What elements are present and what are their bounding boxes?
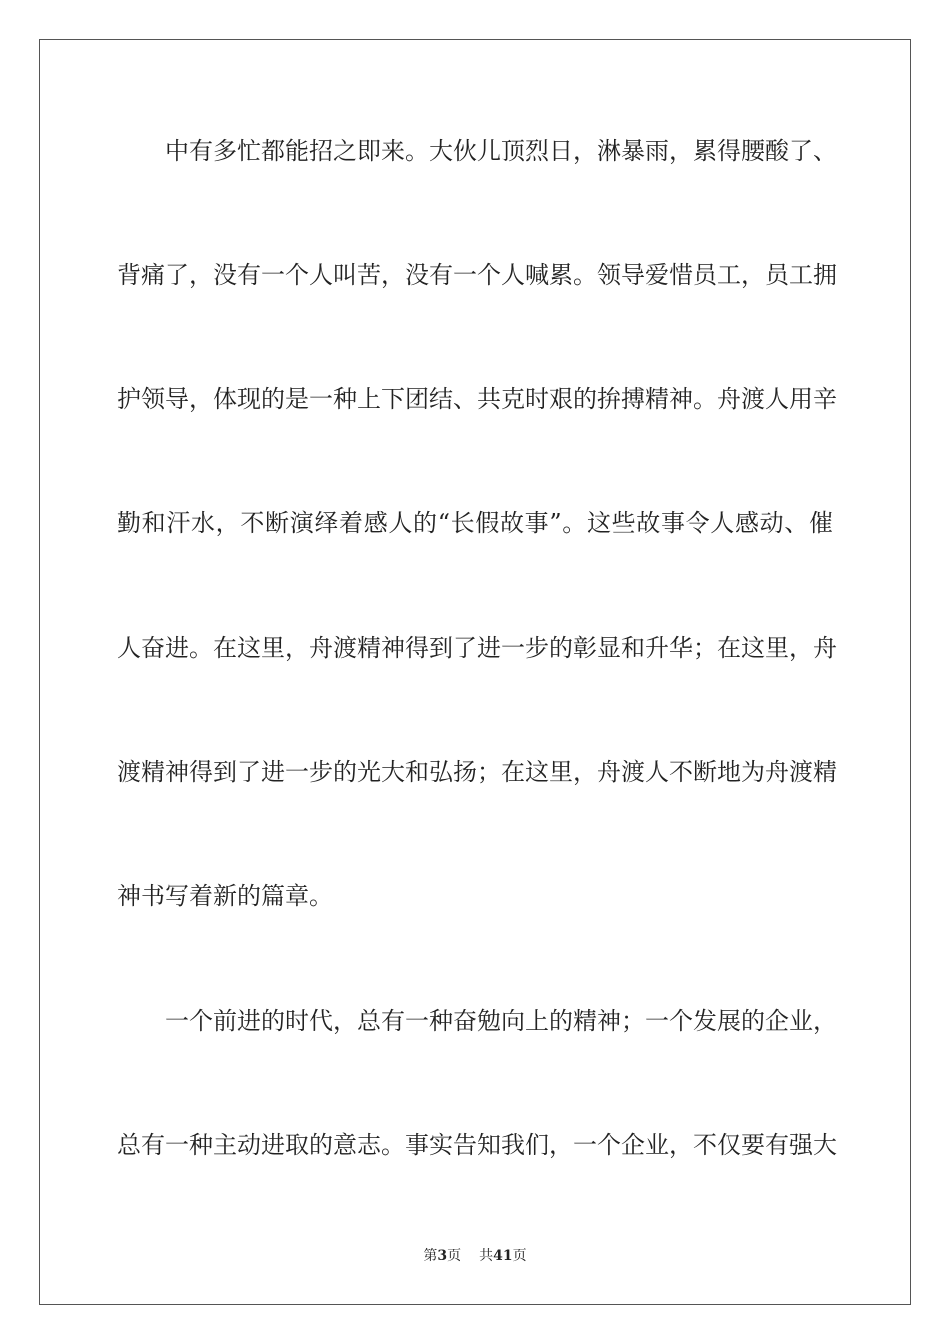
body-line-1: 中有多忙都能招之即来。大伙儿顶烈日，淋暴雨，累得腰酸了、 — [165, 137, 837, 165]
footer-total-pages: 41 — [493, 1248, 513, 1264]
body-line-6: 渡精神得到了进一步的光大和弘扬；在这里，舟渡人不断地为舟渡精 — [117, 758, 837, 786]
body-line-3: 护领导，体现的是一种上下团结、共克时艰的拚搏精神。舟渡人用辛 — [117, 385, 837, 413]
footer-page-prefix: 第 — [423, 1248, 438, 1264]
body-line-7: 神书写着新的篇章。 — [117, 882, 333, 910]
footer-total-suffix: 页 — [512, 1248, 527, 1264]
body-line-9: 总有一种主动进取的意志。事实告知我们，一个企业，不仅要有强大 — [117, 1131, 837, 1159]
body-line-8: 一个前进的时代，总有一种奋勉向上的精神；一个发展的企业， — [165, 1007, 837, 1035]
footer-page-number: 3 — [437, 1248, 448, 1264]
footer-page-suffix: 页 — [447, 1248, 462, 1264]
body-line-5: 人奋进。在这里，舟渡精神得到了进一步的彰显和升华；在这里，舟 — [117, 634, 837, 662]
footer-total-prefix: 共 — [479, 1248, 494, 1264]
body-line-4: 勤和汗水，不断演绎着感人的“长假故事”。这些故事令人感动、催 — [117, 509, 833, 537]
page-border — [39, 39, 911, 1305]
body-line-2: 背痛了，没有一个人叫苦，没有一个人喊累。领导爱惜员工，员工拥 — [117, 261, 837, 289]
page-footer — [0, 1245, 950, 1265]
